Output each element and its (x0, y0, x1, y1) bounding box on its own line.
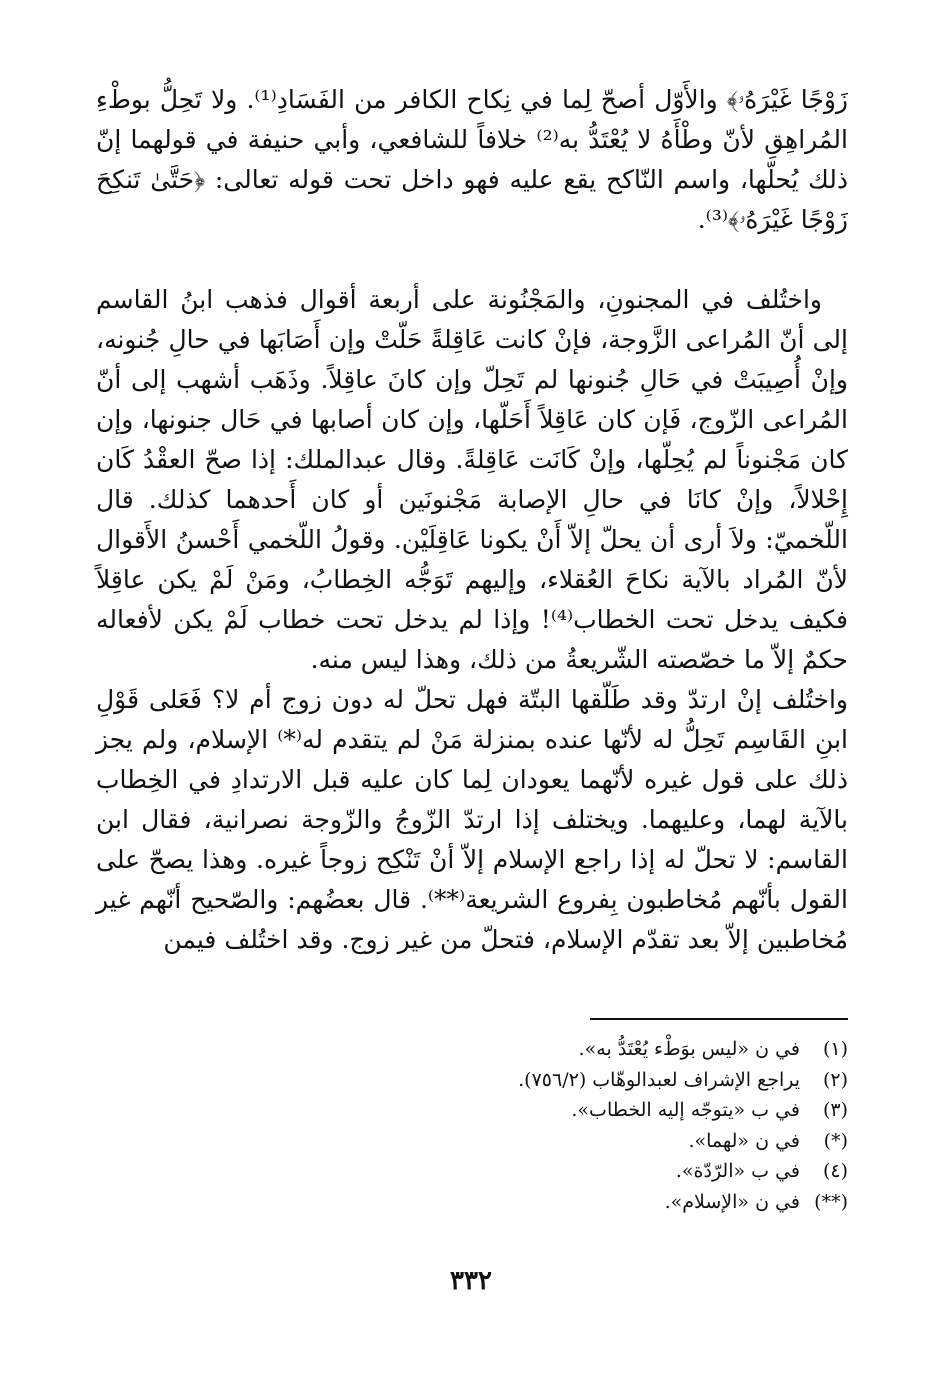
footnote-number: (٣) (822, 1099, 848, 1121)
footnote-number: (٤) (822, 1160, 848, 1182)
footnote-text: في ب «الرّدّة». (675, 1160, 800, 1182)
footnote-2 (300, 1065, 848, 1096)
footnote-text: يراجع الإشراف لعبدالوهّاب (٧٥٦/٢). (518, 1068, 800, 1091)
footnote-3 (300, 1095, 848, 1126)
footnote-number: (*) (823, 1129, 848, 1152)
paragraph-spacer (96, 240, 848, 280)
footnote-number: (٢) (822, 1068, 848, 1091)
footnote-text: في ن «لهما». (688, 1129, 800, 1152)
footnote-number: (١) (822, 1038, 848, 1060)
page-number: ٣٣٢ (450, 1266, 492, 1296)
footnote-4 (300, 1156, 848, 1187)
body-text (96, 80, 848, 960)
paragraph-apostasy: واختُلف إنْ ارتدّ وقد طَلّقها البتّة فهل تحلّ له دون زوج أم لا؟ فَعَلى قَوْلِ ابنِ القَاسِم تَحِلُّ له لأنّها عنده بمنزلة مَنْ لم يتقدم له⁽*⁾ الإسلام، ولم يجز ذلك على قول غيره لأنّهما يعودان لِما كان عليه قبل الارتدادِ في الخِطاب بالآية لهما، وعليهما. ويختلف إذا ارتدّ الزّوجُ والزّوجة نصرانية، فقال ابن القاسم: لا تحلّ له إذا راجع الإسلام إلاّ أنْ تَنْكِح زوجاً غيره. وهذا يصحّ على القول بأنّهم مُخاطبون بِفروع الشريعة⁽**⁾. قال بعضُهم: والصّحيح أنّهم غير مُخاطبين إلاّ بعد تقدّم الإسلام، فتحلّ من غير زوج. وقد اختُلف فيمن (96, 685, 848, 954)
footnotes-list (300, 1034, 848, 1217)
footnote-number: (**) (814, 1190, 848, 1213)
footnote-text: في ن «الإسلام». (664, 1190, 800, 1213)
footnote-double-star (300, 1187, 848, 1218)
paragraph-insane-spouse: واختُلف في المجنونِ، والمَجْنُونة على أربعة أقوال فذهب ابنُ القاسم إلى أنّ المُراعى الزَّوجة، فإنْ كانت عَاقِلةً حَلّتْ وإن أَصَابَها في حالِ جُنونه، وإنْ أُصِيبَتْ في حَالِ جُنونها لم تَحِلّ وإن كانَ عاقِلاً. وذَهَب أشهب إلى أنّ المُراعى الزّوج، فَإن كان عَاقِلاً أَحَلّها، وإن كان أصابها في حَال جنونها، وإن كان مَجْنوناً لم يُحِلّها، وإنْ كَانَت عَاقِلةً. وقال عبدالملك: إذا صحّ العقْدُ كَان إِحْلالاً، وإنْ كانَا في حالِ الإصابة مَجْنونَين أو كان أَحدهما كذلك. قال اللّخميّ: ولاَ أرى أن يحلّ إلاّ أَنْ يكونا عَاقِلَيْن. وقولُ اللّخمي أَحْسنُ الأَقوال لأنّ المُراد بالآية نكاحَ العُقلاء، وإليهم تَوَجُّه الخِطابُ، ومَنْ لَمْ يكن عاقِلاً فكيف يدخل تحت الخطاب⁽⁴⁾! وإذا لم يدخل تحت خطاب لَمْ يكن لأفعاله حكمٌ إلاّ ما خصّصته الشّريعةُ من ذلك، وهذا ليس منه. (96, 285, 849, 674)
footnote-separator (590, 1018, 848, 1020)
footnote-1 (300, 1034, 848, 1065)
footnote-text: في ن «ليس بوَطْء يُعْتَدُّ به». (578, 1038, 800, 1060)
paragraph-opening: زَوْجًا غَيْرَهُۥ﴾ والأَوّل أصحّ لِما في نِكاح الكافر من الفَسَادِ⁽¹⁾. ولا تَحِلُّ بوطْءِ المُراهِقِ لأنّ وطْأَهُ لا يُعْتَدُّ به⁽²⁾ خلافاً للشافعي، وأبي حنيفة في قولهما إنّ ذلك يُحلّها، واسم النّاكح يقع عليه فهو داخل تحت قوله تعالى: ﴿حَتَّىٰ تَنكِحَ زَوْجًا غَيْرَهُۥ﴾⁽³⁾. (96, 85, 848, 234)
footnote-star (300, 1126, 848, 1157)
footnote-text: في ب «يتوجّه إليه الخطاب». (571, 1099, 800, 1121)
